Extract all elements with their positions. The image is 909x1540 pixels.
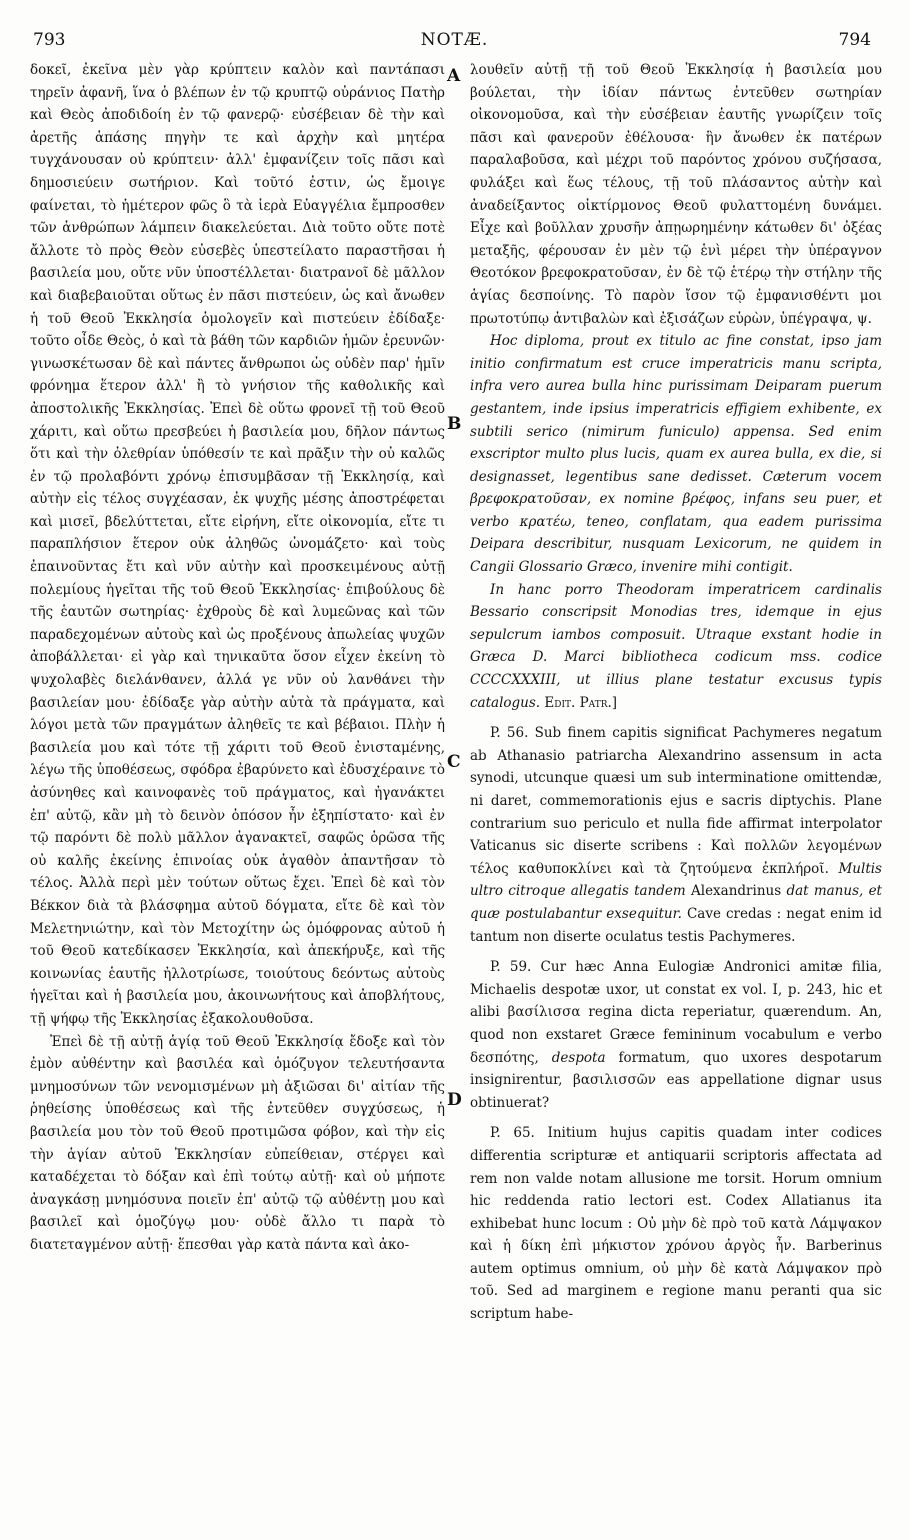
- latin-commentary-text: In hanc porro Theodoram imperatricem cardinalis Bessario conscripsit Monodias tres, idemque in ejus sepulcrum iambos composuit. Utraque exstant hodie in Græca D. Marci bibliotheca codicum mss. codice CCCCXXXIII, ut illius plane testatur excusus typis catalogus.: [470, 581, 882, 711]
- note-p56-word: Alexandrinus: [691, 883, 782, 900]
- right-column: [470, 59, 882, 1529]
- greek-text-paragraph: δοκεῖ, ἐκεῖνα μὲν γὰρ κρύπτειν καλὸν καὶ παντάπασι τηρεῖν ἀφανῆ, ἵνα ὁ βλέπων ἐν τῷ κρυπτῷ οὐράνιος Πατὴρ καὶ Θεὸς ἀποδιδοίη ἐν τῷ φανερῷ· εὐσέβειαν δὲ τὴν καὶ ἀρετῆς ἁπάσης πηγὴν τε καὶ ἀρχὴν καὶ μητέρα τυγχάνουσαν οὐ κρύπτειν· ἀλλ' ἐμφανίζειν τοῖς πᾶσι καὶ δημοσιεύειν σωτήριον. Καὶ τοῦτό ἐστιν, ὡς ἔμοιγε φαίνεται, τὸ ἡμέτερον φῶς ὃ τὰ ἱερὰ Εὐαγγέλια ἔμπροσθεν τῶν ἀνθρώπων λάμπειν διακελεύεται. Διὰ τοῦτο οὔτε ποτὲ ἄλλοτε τὸ πρὸς Θεὸν εὐσεβὲς ὑπεστείλατο παραστῆσαι ἡ βασιλεία μου, οὔτε νῦν ὑποστέλλεται· διατρανοῖ δὲ μᾶλλον καὶ διαβεβαιοῦται οὕτως ἐν πᾶσι πιστεύειν, ὡς καὶ ἄνωθεν ἡ τοῦ Θεοῦ Ἐκκλησία ὁμολογεῖν καὶ πιστεύειν ἐδίδαξε· τοῦτο οἶδε Θεὸς, ὁ καὶ τὰ βάθη τῶν καρδιῶν ἡμῶν ἐρευνῶν· γινωσκέτωσαν δὲ καὶ πάντες ἄνθρωποι ὡς οὐδὲν παρ' ἡμῖν φρόνημα ἕτερον ἀλλ' ἢ τὸ γνήσιον τῆς καθολικῆς καὶ ἀποστολικῆς Ἐκκλησίας. Ἐπεὶ δὲ οὕτω φρονεῖ τῇ τοῦ Θεοῦ χάριτι, καὶ οὕτω πρεσβεύει ἡ βασιλεία μου, δῆλον πάντως ὅτι καὶ τὴν ὀλεθρίαν ὑπόθεσίν τε καὶ πρᾶξιν τὴν οὐ καλῶς ἐν τῷ προλαβόντι χρόνῳ ἐπισυμβᾶσαν τῇ Ἐκκλησίᾳ, καὶ αὐτὴν εἰς τέλος συγχέασαν, ἐκ ψυχῆς μέσης ἀποστρέφεται καὶ μισεῖ, βδελύττεται, εἴτε εἰρήνη, εἴτε οἰκονομία, εἴτε τι παραπλήσιον ἕτερον οὐκ ἀληθῶς ὠνομάζετο· καὶ τοὺς ἐπαινοῦντας ἔτι καὶ νῦν αὐτὴν καὶ προσκειμένους αὐτῇ πολεμίους ἡγεῖται τῆς τοῦ Θεοῦ Ἐκκλησίας· ἐπιβούλους δὲ τῆς ἑαυτῶν σωτηρίας· ἐχθροὺς δὲ καὶ λυμεῶνας καὶ τῶν παραδεχομένων αὐτοὺς καὶ ὡς προξένους ἀπωλείας ψυχῶν ἀποβάλλεται· εἰ γὰρ καὶ τηνικαῦτα ὅσον εἶχεν ἐκείνη τὸ ψυχολαβὲς διελάνθανεν, ἀλλά γε νῦν οὐ λανθάνει τὴν βασιλείαν μου· ἐδίδαξε γὰρ αὐτὴν αὐτὰ τὰ πράγματα, καὶ λόγοι μετὰ τῶν πραγμάτων ἀληθεῖς τε καὶ βέβαιοι. Πλὴν ἡ βασιλεία μου καὶ τότε τῇ χάριτι τοῦ Θεοῦ ἐνισταμένης, λέγω τῆς ὑποθέσεως, σφόδρα ἐβαρύνετο καὶ ἐδυσχέραινε τὸ ἀσύνηθες καὶ καινοφανὲς τοῦ πράγματος, καὶ ἠγανάκτει ἐπ' αὐτῷ, κἂν μὴ τὸ δεινὸν ὁπόσον ἦν ἐξηπίστατο· καὶ ἐν τῷ παρόντι δὲ πολὺ μᾶλλον ἀγανακτεῖ, σαφῶς ὁρῶσα τῆς οὐ καλῆς ἐκείνης ἐπινοίας οὐκ ἀγαθὸν ἀπαντῆσαν τὸ τέλος. Ἀλλὰ περὶ μὲν τούτων οὕτως ἔχει. Ἐπεὶ δὲ καὶ τὸν Βέκκον διὰ τὰ βλάσφημα αὐτοῦ δόγματα, εἴτε δὲ καὶ τὸν Μελετηνιώτην, καὶ τὸν Μετοχίτην ὡς ὁμόφρονας αὐτοῦ ἡ τοῦ Θεοῦ κατεδίκασεν Ἐκκλησία, καὶ ἀπεκήρυξε, καὶ τῆς κοινωνίας ἑαυτῆς ἠλλοτρίωσε, τοιούτους δεόντως αὐτοὺς ἡγεῖται καὶ ἡ βασιλεία μου, ἀκοινωνήτους καὶ ἀποβλήτους, τῇ ψήφῳ τῆς Ἐκκλησίας ἐξακολουθοῦσα.: [30, 62, 445, 1027]
- note-p56-text: P. 56. Sub finem capitis significat Pachymeres negatum ab Athanasio patriarcha Alexandrino assensum in acta synodi, utcunque quæsi um sub interminatione omittendæ, ni daret, commemorationis ejus e sacris diptychis. Plane contrarium suo periculo et nulla fide affirmat interpolator Vaticanus sic diserte scribens : Καὶ πολλῶν λεγομένων τέλος καθυποκλίνει καὶ τὰ ζητούμενα ἐκπλήροῖ.: [470, 725, 882, 877]
- left-column: [30, 59, 445, 1529]
- margin-marker-c: C: [447, 752, 461, 772]
- margin-marker-d: D: [447, 1090, 462, 1110]
- margin-marker-b: B: [447, 414, 462, 434]
- page-number-left: 793: [33, 30, 66, 50]
- note-p65: P. 65. Initium hujus capitis quadam inter codices differentia scripturæ et antiquarii scriptoris affectata ad rem non valde notam allusione me torsit. Horum omnium hic reddenda ratio lectori est. Codex Allatianus ita exhibebat hunc locum : Οὐ μὴν δὲ πρὸ τοῦ κατὰ Λάμψακον καὶ ἡ δίκη ἐπὶ μήκιστον χρόνου ἀργὸς ἦν. Barberinus autem optimus omnium, οὐ μὴν δὲ κατὰ Λάμψακον πρὸ τοῦ. Sed ad marginem e regione manu peranti qua sic scriptum habe-: [470, 1125, 882, 1323]
- margin-marker-a: A: [447, 66, 461, 86]
- note-p59: [470, 956, 882, 1114]
- note-p59-tail: formatum, quo uxores despotarum insignirentur, βασιλισσῶν eas appellatione dignar usus obtinuerat?: [470, 1049, 882, 1111]
- note-p59-text: P. 59. Cur hæc Anna Eulogiæ Andronici amitæ filia, Michaelis despotæ uxor, ut constat ex vol. I, p. 243, hic et alibi βασίλισσα regina dicta reperiatur, quærendum. An, quod non exstaret Græce femininum vocabulum e verbo δεσπότης,: [470, 959, 882, 1066]
- note-p56-quote: Multis ultro citroque allegatis tandem: [470, 860, 882, 900]
- note-p56-tail: Cave credas : negat enim id tantum non diserte oculatus testis Pachymeres.: [470, 905, 882, 945]
- latin-commentary: [470, 579, 882, 715]
- page-number-right: 794: [838, 30, 871, 50]
- greek-text-paragraph: Ἐπεὶ δὲ τῇ αὐτῇ ἁγίᾳ τοῦ Θεοῦ Ἐκκλησίᾳ ἔδοξε καὶ τὸν ἐμὸν αὐθέντην καὶ βασιλέα καὶ ὁμόζυγον τελευτήσαντα μνημοσύνων τῶν νενομισμένων μὴ ἀξιῶσαι δι' αἰτίαν τῆς ῥηθείσης ὑποθέσεως καὶ τῆς ἐντεῦθεν συγχύσεως, ἡ βασιλεία μου τὸν τοῦ Θεοῦ προτιμῶσα φόβον, καὶ τὴν εἰς τὴν ἁγίαν αὐτοῦ Ἐκκλησίαν εὐπείθειαν, στέργει καὶ καταδέχεται τὸ δόξαν καὶ ἐπὶ τούτῳ αὐτῇ· καὶ οὐ μήποτε ἀναγκάσῃ μνημόσυνα ποιεῖν ἐπ' αὐτῷ τῷ αὐθέντῃ μου καὶ βασιλεῖ καὶ ὁμοζύγῳ μου· οὐδὲ ἄλλο τι παρὰ τὸ διατεταγμένον αὐτῇ· ἕπεσθαι γὰρ κατὰ πάντα καὶ ἀκο-: [30, 1033, 445, 1253]
- greek-text-continuation: λουθεῖν αὐτῇ τῇ τοῦ Θεοῦ Ἐκκλησίᾳ ἡ βασιλεία μου βούλεται, τὴν ἰδίαν πάντως ἐντεῦθεν σωτηρίαν οἰκονομοῦσα, καὶ τὴν εὐσέβειαν ἑαυτῆς γνωρίζειν τοῖς πᾶσι καὶ φανεροῦν ἐθέλουσα· ἣν ἄνωθεν ἐκ πατέρων παραλαβοῦσα, καὶ μέχρι τοῦ παρόντος χρόνου συζήσασα, φυλάξει καὶ ἕως τέλους, τῇ τοῦ πλάσαντος αὐτὴν καὶ ἀναδείξαντος οἰκτίρμονος Θεοῦ φυλαττομένη δυνάμει. Εἶχε καὶ βοῦλλαν χρυσῆν ἀπῃωρημένην κάτωθεν δι' ὀξέας μεταξῆς, φέρουσαν ἐν μὲν τῷ ἑνὶ μέρει τὴν ὑπέραγνον Θεοτόκον βρεφοκρατοῦσαν, ἐν δὲ τῷ ἑτέρῳ τὴν στήλην τῆς ἁγίας δεσποίνης. Τὸ παρὸν ἴσον τῷ ἐμφανισθέντι μοι πρωτοτύπῳ ἀντιβαλὼν καὶ ἐξισάζων εὑρὼν, ὑπέγραψα, ψ.: [470, 62, 882, 327]
- editor-signature: Edit. Patr.]: [544, 694, 618, 711]
- note-p56: [470, 722, 882, 948]
- note-p56-quote-end: dat manus, et quæ postulabantur exsequitur.: [470, 883, 882, 922]
- latin-commentary: Hoc diploma, prout ex titulo ac fine constat, ipso jam initio confirmatum est cruce imperatricis manu scripta, infra vero aurea bulla hinc purissimam Deiparam puerum gestantem, inde ipsius imperatricis effigiem exhibente, ex subtili serico (nimirum funiculo) appensa. Sed enim exscriptor multo plus lucis, quam ex aurea bulla, ex die, si designasset, legentibus sane dedisset. Cæterum vocem βρεφοκρατοῦσαν, ex nomine βρέφος, infans seu puer, et verbo κρατέω, teneo, conflatam, qua eadem purissima Deipara describitur, nusquam Lexicorum, ne quidem in Cangii Glossario Græco, invenire mihi contigit.: [470, 333, 882, 576]
- note-p59-term: despota: [551, 1049, 606, 1066]
- running-title: NOTÆ.: [420, 30, 489, 50]
